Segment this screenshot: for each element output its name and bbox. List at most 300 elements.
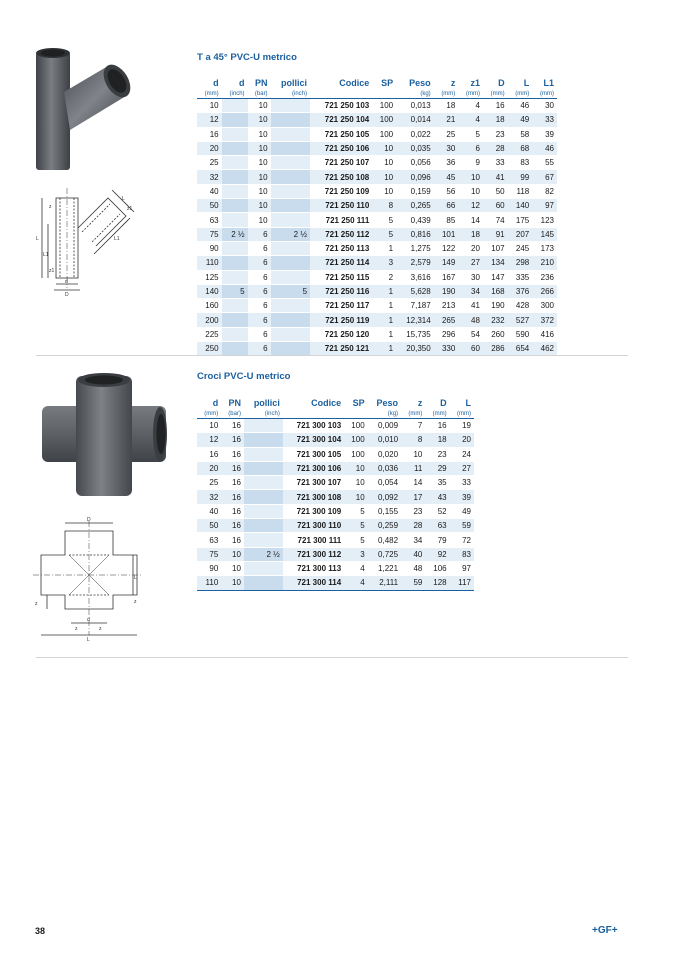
table-cell: 721 250 120: [310, 327, 372, 341]
table-cell: 721 250 104: [310, 113, 372, 127]
table-cell: 236: [532, 270, 557, 284]
table-cell: 0,022: [396, 127, 434, 141]
table-cell: 5: [271, 284, 310, 298]
table-cell: [271, 256, 310, 270]
table-cell: 298: [508, 256, 533, 270]
table-cell: 16: [221, 476, 244, 490]
table-cell: 140: [508, 199, 533, 213]
table-cell: 20,350: [396, 342, 434, 356]
col-unit: (mm): [401, 409, 425, 419]
section-divider: [36, 355, 628, 356]
table-cell: 55: [532, 156, 557, 170]
table-cell: [244, 561, 283, 575]
table-cell: [271, 270, 310, 284]
table-cell: 372: [532, 313, 557, 327]
col-header-pn: PN: [228, 398, 241, 408]
table-cell: 721 250 110: [310, 199, 372, 213]
table-cell: 17: [401, 490, 425, 504]
col-header-z1: z1: [470, 78, 480, 88]
table-row: [197, 561, 474, 575]
cross-drawing-label: d: [87, 617, 90, 623]
table-cell: [222, 199, 248, 213]
table-cell: 20: [197, 141, 222, 155]
col-unit: (bar): [248, 89, 271, 99]
table-cell: 74: [483, 213, 508, 227]
table-row: [197, 447, 474, 461]
table-cell: 43: [425, 490, 449, 504]
table-cell: [271, 141, 310, 155]
col-header-D: D: [440, 398, 447, 408]
table-cell: 0,056: [396, 156, 434, 170]
table-cell: 10: [372, 141, 396, 155]
cross-table-body: [197, 419, 474, 591]
table-cell: 10: [248, 99, 271, 113]
table-row: [197, 199, 557, 213]
table-cell: [244, 419, 283, 433]
table-cell: [271, 199, 310, 213]
table-cell: 16: [221, 447, 244, 461]
table-cell: 16: [221, 419, 244, 433]
table-cell: 213: [434, 299, 459, 313]
table-cell: 721 250 112: [310, 227, 372, 241]
table-cell: 83: [450, 547, 474, 561]
table-row: [197, 213, 557, 227]
col-header-z: z: [450, 78, 456, 88]
table-cell: 27: [450, 461, 474, 475]
table-cell: 721 250 121: [310, 342, 372, 356]
table-cell: 3: [344, 547, 368, 561]
table-cell: 29: [425, 461, 449, 475]
table-cell: 721 300 104: [283, 433, 344, 447]
table-cell: 16: [221, 461, 244, 475]
tee45-photo: [30, 44, 140, 174]
col-unit: (mm): [483, 89, 508, 99]
table-cell: 260: [483, 327, 508, 341]
col-header-codice: Codice: [311, 398, 342, 408]
table-cell: 16: [483, 99, 508, 113]
table-cell: [271, 299, 310, 313]
col-unit: (kg): [396, 89, 434, 99]
table-cell: 10: [248, 199, 271, 213]
table-row: [197, 227, 557, 241]
table-cell: 20: [450, 433, 474, 447]
table-cell: 10: [248, 213, 271, 227]
table-cell: [271, 99, 310, 113]
col-unit: (kg): [368, 409, 401, 419]
table-cell: 2 ½: [222, 227, 248, 241]
table-cell: 20: [458, 241, 483, 255]
table-cell: 16: [221, 533, 244, 547]
table-cell: 10: [344, 461, 368, 475]
tee45-drawing-label: L: [122, 196, 125, 202]
col-unit: [372, 89, 396, 99]
table-cell: 4: [458, 113, 483, 127]
table-cell: 72: [450, 533, 474, 547]
table-cell: 60: [458, 342, 483, 356]
table-cell: 10: [401, 447, 425, 461]
table-cell: 28: [483, 141, 508, 155]
table-cell: 721 300 110: [283, 519, 344, 533]
col-header-peso: Peso: [409, 78, 431, 88]
table-cell: 721 300 107: [283, 476, 344, 490]
table-cell: [271, 327, 310, 341]
table-cell: 590: [508, 327, 533, 341]
table-cell: 16: [425, 419, 449, 433]
table-cell: 30: [532, 99, 557, 113]
table-cell: 2: [372, 270, 396, 284]
table-cell: 210: [532, 256, 557, 270]
table-cell: 265: [434, 313, 459, 327]
table-cell: 12,314: [396, 313, 434, 327]
table-cell: 60: [483, 199, 508, 213]
col-unit: (mm): [458, 89, 483, 99]
table-cell: 75: [197, 227, 222, 241]
table-cell: 123: [532, 213, 557, 227]
table-cell: 10: [248, 170, 271, 184]
table-cell: 721 300 105: [283, 447, 344, 461]
col-header-D: D: [498, 78, 505, 88]
table-cell: 16: [221, 519, 244, 533]
table-cell: 23: [401, 504, 425, 518]
col-header-d: d: [212, 398, 219, 408]
cross-drawing-label: D: [87, 517, 91, 523]
table-cell: 10: [248, 141, 271, 155]
cross-drawing-label: L: [87, 637, 90, 643]
table-cell: 10: [248, 184, 271, 198]
table-cell: 118: [508, 184, 533, 198]
table-cell: 6: [248, 299, 271, 313]
tee45-drawing-label: D: [65, 292, 69, 298]
table-cell: 721 300 103: [283, 419, 344, 433]
table-cell: 40: [401, 547, 425, 561]
table-cell: 90: [197, 241, 222, 255]
table-cell: 6: [248, 256, 271, 270]
table-cell: 190: [483, 299, 508, 313]
table-cell: 225: [197, 327, 222, 341]
col-header-L: L: [523, 78, 530, 88]
page-number: 38: [35, 926, 46, 936]
table-cell: 147: [483, 270, 508, 284]
table-cell: 28: [401, 519, 425, 533]
section-divider: [36, 657, 628, 658]
table-cell: 5: [372, 227, 396, 241]
table-cell: 2,579: [396, 256, 434, 270]
table-cell: [271, 213, 310, 227]
col-header-L: L: [465, 398, 471, 408]
table-cell: 30: [458, 270, 483, 284]
col-unit: (mm): [197, 409, 221, 419]
table-cell: 35: [425, 476, 449, 490]
table-cell: 376: [508, 284, 533, 298]
table-cell: 10: [372, 170, 396, 184]
table-cell: [271, 156, 310, 170]
table-cell: 100: [372, 127, 396, 141]
table-cell: 33: [532, 113, 557, 127]
table-cell: 6: [248, 327, 271, 341]
table-cell: 10: [372, 156, 396, 170]
table-cell: 7: [401, 419, 425, 433]
table-cell: 100: [344, 419, 368, 433]
table-cell: 721 300 106: [283, 461, 344, 475]
table-cell: 59: [401, 576, 425, 590]
table-row: [197, 476, 474, 490]
table-cell: 5: [222, 284, 248, 298]
table-cell: 6: [248, 313, 271, 327]
table-cell: 52: [425, 504, 449, 518]
table-cell: 721 250 106: [310, 141, 372, 155]
table-cell: [222, 241, 248, 255]
table-cell: 2 ½: [271, 227, 310, 241]
col-header-codice: Codice: [339, 78, 370, 88]
table-cell: 12: [458, 199, 483, 213]
table-cell: [222, 99, 248, 113]
table-cell: 10: [344, 476, 368, 490]
table-cell: [222, 113, 248, 127]
table-cell: 100: [344, 447, 368, 461]
table-cell: 40: [197, 184, 222, 198]
table-cell: 0,013: [396, 99, 434, 113]
table-cell: 160: [197, 299, 222, 313]
table-cell: 49: [450, 504, 474, 518]
table-cell: 5: [344, 504, 368, 518]
table-cell: 10: [221, 547, 244, 561]
table-cell: 0,482: [368, 533, 401, 547]
table-cell: 85: [434, 213, 459, 227]
table-cell: 300: [532, 299, 557, 313]
table-cell: 30: [434, 141, 459, 155]
table-cell: 0,265: [396, 199, 434, 213]
table-cell: [222, 327, 248, 341]
table-cell: 10: [344, 490, 368, 504]
table-cell: 8: [401, 433, 425, 447]
col-unit: (inch): [271, 89, 310, 99]
table-cell: 335: [508, 270, 533, 284]
table-cell: [271, 241, 310, 255]
table-cell: 1: [372, 327, 396, 341]
col-header-pollici: pollici: [281, 78, 308, 88]
table-cell: 34: [401, 533, 425, 547]
tee45-drawing-label: L1: [114, 236, 120, 242]
table-cell: 15,735: [396, 327, 434, 341]
cross-drawing-label: z: [75, 626, 78, 632]
table-cell: [244, 576, 283, 590]
table-cell: 721 250 117: [310, 299, 372, 313]
table-cell: 5: [372, 213, 396, 227]
col-unit: (inch): [244, 409, 283, 419]
table-cell: 0,092: [368, 490, 401, 504]
cross-table: [197, 397, 474, 591]
table-cell: [222, 141, 248, 155]
col-unit: [283, 409, 344, 419]
table-cell: 82: [532, 184, 557, 198]
table-cell: 721 300 108: [283, 490, 344, 504]
tee45-drawing-label: z1: [127, 206, 133, 212]
table-cell: 7,187: [396, 299, 434, 313]
table-cell: [271, 127, 310, 141]
table-cell: 110: [197, 576, 221, 590]
table-row: [197, 313, 557, 327]
table-cell: 50: [197, 199, 222, 213]
table-row: [197, 184, 557, 198]
table-row: [197, 256, 557, 270]
table-cell: 3,616: [396, 270, 434, 284]
table-row: [197, 576, 474, 590]
col-unit: (bar): [221, 409, 244, 419]
table-row: [197, 156, 557, 170]
table-cell: 296: [434, 327, 459, 341]
table-cell: 18: [425, 433, 449, 447]
table-row: [197, 141, 557, 155]
table-cell: 175: [508, 213, 533, 227]
table-cell: 527: [508, 313, 533, 327]
table-cell: 117: [450, 576, 474, 590]
table-cell: 107: [483, 241, 508, 255]
table-cell: 10: [458, 184, 483, 198]
cross-drawing-label: z: [35, 601, 38, 607]
table-cell: 45: [434, 170, 459, 184]
table-cell: 41: [458, 299, 483, 313]
table-row: [197, 433, 474, 447]
tee45-drawing-label: L: [36, 236, 39, 242]
table-cell: 106: [425, 561, 449, 575]
cross-units-row: [197, 409, 474, 419]
table-row: [197, 547, 474, 561]
table-cell: 23: [425, 447, 449, 461]
table-cell: 92: [425, 547, 449, 561]
table-cell: [222, 256, 248, 270]
table-cell: 721 250 109: [310, 184, 372, 198]
cross-photo: [36, 370, 176, 500]
table-cell: 39: [450, 490, 474, 504]
table-cell: 10: [197, 419, 221, 433]
table-cell: 20: [197, 461, 221, 475]
table-cell: 200: [197, 313, 222, 327]
table-cell: 16: [221, 490, 244, 504]
table-cell: 721 300 111: [283, 533, 344, 547]
table-cell: 66: [434, 199, 459, 213]
table-cell: 34: [458, 284, 483, 298]
table-cell: [222, 170, 248, 184]
table-cell: 2 ½: [244, 547, 283, 561]
tee45-drawing-label: d: [65, 279, 68, 285]
table-cell: 0,816: [396, 227, 434, 241]
col-header-pollici: pollici: [253, 398, 280, 408]
cross-drawing-label: L: [134, 575, 137, 581]
table-cell: 122: [434, 241, 459, 255]
table-cell: [244, 433, 283, 447]
table-cell: 1,275: [396, 241, 434, 255]
table-cell: 128: [425, 576, 449, 590]
tee45-drawing-label: z: [49, 204, 52, 210]
table-row: [197, 127, 557, 141]
table-row: [197, 284, 557, 298]
table-cell: 2,111: [368, 576, 401, 590]
table-cell: 46: [508, 99, 533, 113]
table-cell: 149: [434, 256, 459, 270]
table-cell: 16: [197, 127, 222, 141]
col-unit: (inch): [222, 89, 248, 99]
table-cell: 5: [458, 127, 483, 141]
table-cell: 654: [508, 342, 533, 356]
table-cell: 25: [197, 476, 221, 490]
table-cell: 232: [483, 313, 508, 327]
table-cell: 245: [508, 241, 533, 255]
table-cell: 125: [197, 270, 222, 284]
table-cell: [244, 533, 283, 547]
table-cell: [271, 113, 310, 127]
table-cell: 33: [483, 156, 508, 170]
table-cell: 12: [197, 433, 221, 447]
table-cell: 67: [532, 170, 557, 184]
table-cell: 721 250 103: [310, 99, 372, 113]
table-cell: [244, 461, 283, 475]
table-cell: 110: [197, 256, 222, 270]
table-row: [197, 170, 557, 184]
gf-logo: +GF+: [592, 925, 618, 936]
table-row: [197, 519, 474, 533]
table-cell: 39: [532, 127, 557, 141]
table-cell: 99: [508, 170, 533, 184]
table-cell: 0,010: [368, 433, 401, 447]
table-cell: 266: [532, 284, 557, 298]
table-cell: 90: [197, 561, 221, 575]
col-header-d: d: [213, 78, 219, 88]
table-cell: 10: [221, 576, 244, 590]
table-cell: 207: [508, 227, 533, 241]
table-cell: 14: [458, 213, 483, 227]
table-cell: 18: [483, 113, 508, 127]
col-unit: [344, 409, 368, 419]
table-cell: 1: [372, 241, 396, 255]
tee45-title: T a 45° PVC-U metrico: [197, 52, 297, 63]
table-cell: 19: [450, 419, 474, 433]
table-cell: 63: [197, 213, 222, 227]
tee45-drawing-label: z1: [49, 268, 55, 274]
table-row: [197, 113, 557, 127]
col-unit: (mm): [425, 409, 449, 419]
tee45-header-row: [197, 77, 557, 89]
table-row: [197, 533, 474, 547]
table-cell: 83: [508, 156, 533, 170]
table-cell: 721 250 113: [310, 241, 372, 255]
table-cell: 36: [434, 156, 459, 170]
table-cell: 63: [425, 519, 449, 533]
table-cell: 18: [458, 227, 483, 241]
table-cell: 14: [401, 476, 425, 490]
table-cell: 6: [248, 241, 271, 255]
table-cell: [222, 127, 248, 141]
table-cell: 721 250 107: [310, 156, 372, 170]
table-cell: [244, 519, 283, 533]
table-cell: 6: [248, 227, 271, 241]
table-row: [197, 490, 474, 504]
table-cell: 97: [532, 199, 557, 213]
tee45-units-row: [197, 89, 557, 99]
table-cell: [271, 170, 310, 184]
col-header-sp: SP: [352, 398, 365, 408]
table-cell: 134: [483, 256, 508, 270]
table-cell: 0,054: [368, 476, 401, 490]
table-cell: 721 300 112: [283, 547, 344, 561]
table-cell: 721 250 111: [310, 213, 372, 227]
col-unit: [310, 89, 372, 99]
table-cell: 721 250 119: [310, 313, 372, 327]
table-cell: 59: [450, 519, 474, 533]
table-cell: 0,014: [396, 113, 434, 127]
cross-drawing-label: z: [99, 626, 102, 632]
table-row: [197, 327, 557, 341]
table-cell: 3: [372, 256, 396, 270]
